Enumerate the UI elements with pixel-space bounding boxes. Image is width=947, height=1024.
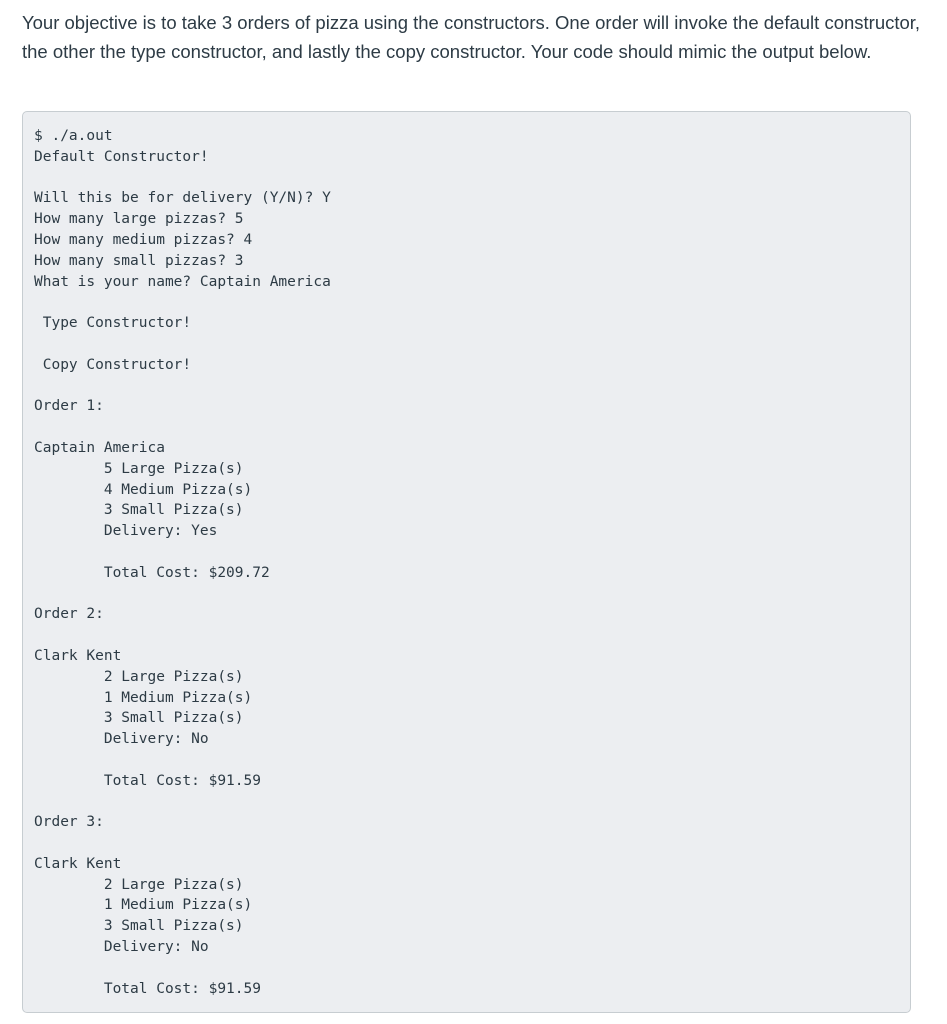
console-line: Clark Kent xyxy=(34,647,122,664)
console-line xyxy=(34,334,910,355)
console-line: 3 Small Pizza(s) xyxy=(34,918,244,935)
console-line: Delivery: Yes xyxy=(34,523,218,540)
console-line: Type Constructor! xyxy=(34,315,192,332)
console-line: 3 Small Pizza(s) xyxy=(34,502,244,519)
console-line xyxy=(34,833,910,854)
console-line xyxy=(34,292,910,313)
console-line: Default Constructor! xyxy=(34,148,209,165)
console-line: Order 1: xyxy=(34,398,104,415)
console-line: Total Cost: $209.72 xyxy=(34,564,270,581)
console-line: Total Cost: $91.59 xyxy=(34,772,261,789)
console-line: 5 Large Pizza(s) xyxy=(34,460,244,477)
console-line: Captain America xyxy=(34,439,165,456)
console-line xyxy=(34,750,910,771)
console-line: Clark Kent xyxy=(34,855,122,872)
console-line: $ ./a.out xyxy=(34,128,113,144)
console-line: 1 Medium Pizza(s) xyxy=(34,897,253,914)
instructions-paragraph: Your objective is to take 3 orders of pizza using the constructors. One order will invoke the default constructor, the other the type constructor, and lastly the copy constructor. Your code should mimic the output below. xyxy=(22,12,921,62)
console-line: 1 Medium Pizza(s) xyxy=(34,689,253,706)
console-line xyxy=(34,542,910,563)
console-line: How many large pizzas? 5 xyxy=(34,211,244,228)
console-line xyxy=(34,417,910,438)
console-line xyxy=(34,376,910,397)
console-line: 2 Large Pizza(s) xyxy=(34,668,244,685)
console-line xyxy=(34,958,910,979)
console-line: Delivery: No xyxy=(34,939,209,956)
console-line: How many medium pizzas? 4 xyxy=(34,231,253,248)
console-line xyxy=(34,625,910,646)
console-output-block xyxy=(22,111,911,1013)
console-line: 2 Large Pizza(s) xyxy=(34,876,244,893)
console-line: Total Cost: $91.59 xyxy=(34,980,261,997)
console-line: What is your name? Captain America xyxy=(34,273,331,290)
console-line: Order 3: xyxy=(34,814,104,831)
console-line: How many small pizzas? 3 xyxy=(34,252,244,269)
console-line: Will this be for delivery (Y/N)? Y xyxy=(34,190,331,207)
console-line xyxy=(34,792,910,813)
console-line: 4 Medium Pizza(s) xyxy=(34,481,253,498)
console-line: 3 Small Pizza(s) xyxy=(34,710,244,727)
console-line: Order 2: xyxy=(34,606,104,623)
console-line xyxy=(34,584,910,605)
console-line: Copy Constructor! xyxy=(34,356,192,373)
console-line xyxy=(34,168,910,189)
console-line: Delivery: No xyxy=(34,731,209,748)
